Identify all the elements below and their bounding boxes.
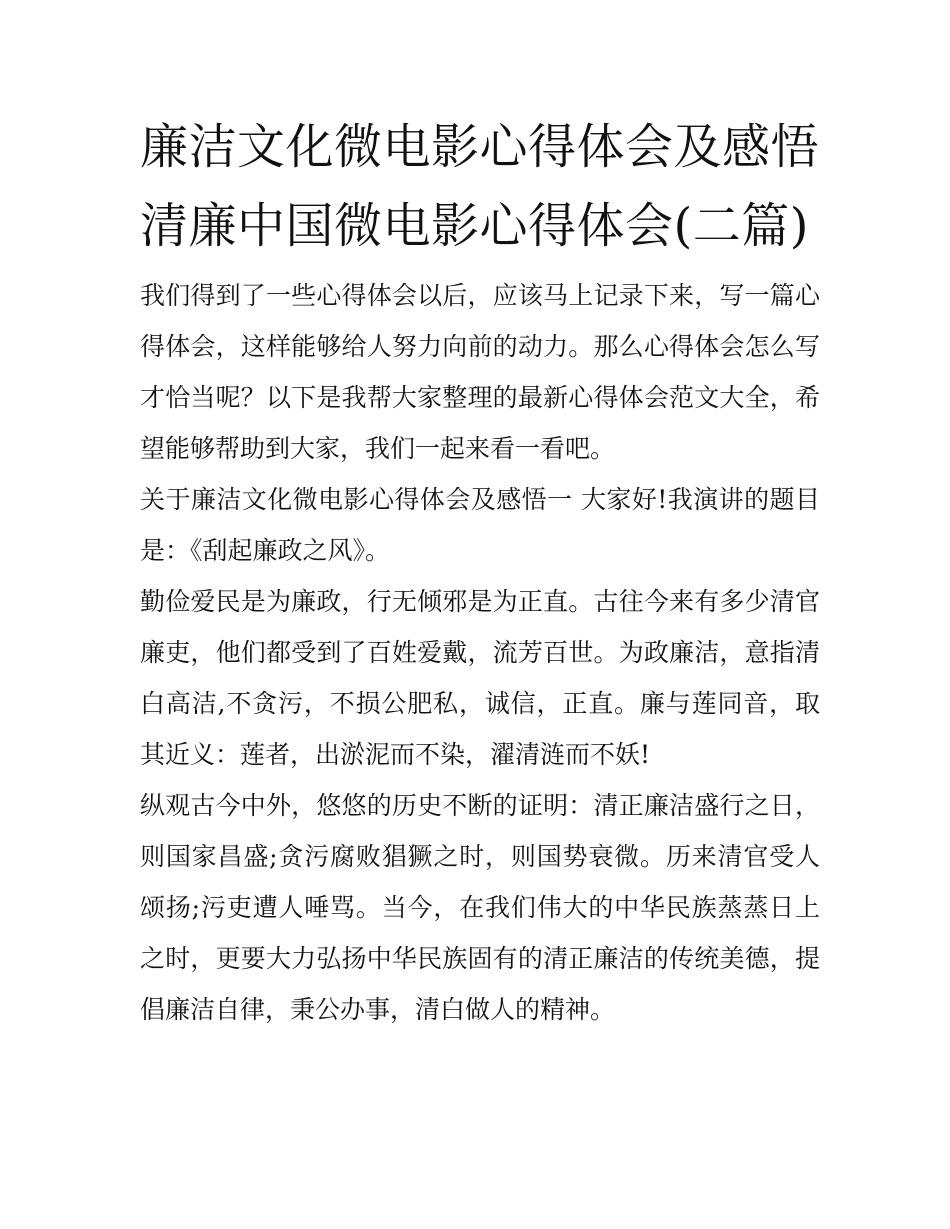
paragraph-speech-opening: 关于廉洁文化微电影心得体会及感悟一 大家好!我演讲的题目是：《刮起廉政之风》。 bbox=[140, 485, 820, 565]
document-title: 廉洁文化微电影心得体会及感悟 清廉中国微电影心得体会(二篇) bbox=[140, 119, 820, 254]
paragraph-integrity: 勤俭爱民是为廉政，行无倾邪是为正直。古往今来有多少清官廉吏，他们都受到了百姓爱戴，流芳百世。为政廉洁，意指清白高洁,不贪污，不损公肥私，诚信，正直。廉与莲同音，取其近义：莲者，出淤泥而不染，濯清涟而不妖! bbox=[140, 587, 820, 769]
document-content bbox=[140, 108, 820, 1035]
paragraph-intro: 我们得到了一些心得体会以后，应该马上记录下来，写一篇心得体会，这样能够给人努力向前的动力。那么心得体会怎么写才恰当呢？以下是我帮大家整理的最新心得体会范文大全，希望能够帮助到大家，我们一起来看一看吧。 bbox=[140, 281, 820, 463]
paragraph-history: 纵观古今中外，悠悠的历史不断的证明：清正廉洁盛行之日，则国家昌盛;贪污腐败猖獗之时，则国势衰微。历来清官受人颂扬;污吏遭人唾骂。当今，在我们伟大的中华民族蒸蒸日上之时，更要大力弘扬中华民族固有的清正廉洁的传统美德，提倡廉洁自律，秉公办事，清白做人的精神。 bbox=[140, 791, 820, 1024]
